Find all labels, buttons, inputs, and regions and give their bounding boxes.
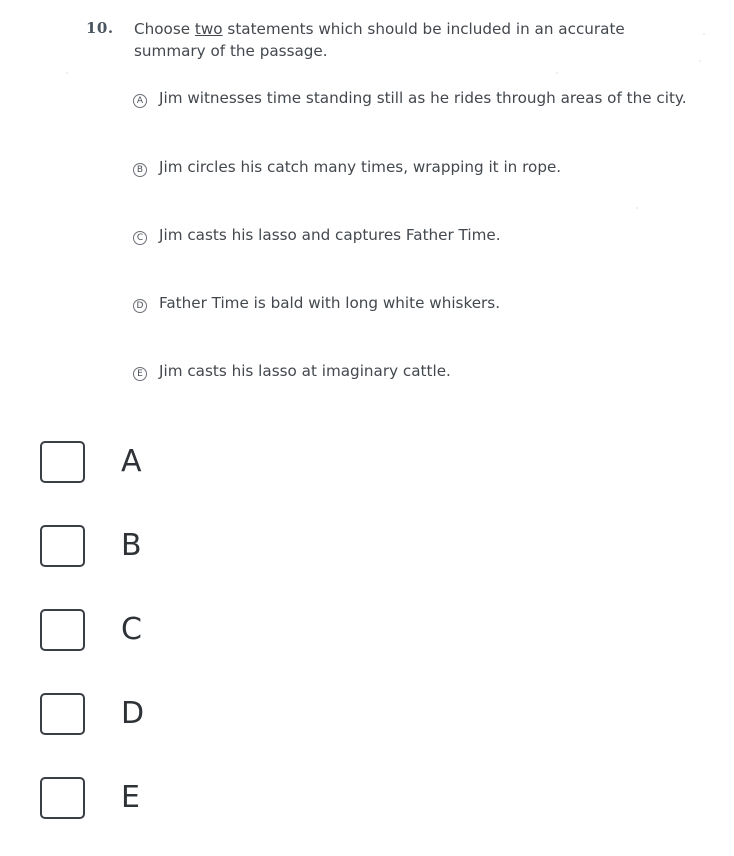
option-item-c[interactable] [133,225,708,247]
option-marker-c [133,225,159,247]
option-item-d[interactable] [133,293,708,315]
option-item-b[interactable] [133,157,708,179]
option-marker-d [133,293,159,315]
circle-letter-icon: C [133,231,147,245]
option-text-b: Jim circles his catch many times, wrapping it in rope. [159,158,562,176]
answer-label-b: B [121,527,142,563]
answer-row-e [40,770,144,825]
circle-letter-icon: E [133,367,147,381]
question-stem-part1: Choose [134,20,195,38]
answer-label-c: C [121,611,142,647]
answer-checkbox-c[interactable] [40,609,85,651]
answer-label-e: E [121,779,140,815]
answer-row-a [40,434,144,489]
answer-label-a: A [121,443,142,479]
answer-row-c [40,602,144,657]
circle-letter-icon: B [133,163,147,177]
answer-label-d: D [121,695,145,731]
question-stem-emphasis: two [194,20,223,38]
option-text-a: Jim witnesses time standing still as he rides through areas of the city. [159,89,687,107]
question-row [86,18,706,62]
answer-checkbox-e[interactable] [40,777,85,819]
answer-checkbox-group [40,434,144,854]
scan-speck [636,207,638,209]
scan-speck [556,72,558,74]
question-block [86,18,706,62]
option-item-e[interactable] [133,361,708,383]
question-stem [134,18,694,62]
option-marker-e [133,361,159,383]
scan-speck [699,60,701,62]
answer-checkbox-a[interactable] [40,441,85,483]
question-number: 10. [86,19,114,37]
option-marker-b [133,157,159,179]
answer-row-b [40,518,144,573]
circle-letter-icon: A [133,94,147,108]
option-item-a[interactable] [133,88,708,110]
option-text-c: Jim casts his lasso and captures Father Time. [159,226,501,244]
answer-checkbox-b[interactable] [40,525,85,567]
answer-checkbox-d[interactable] [40,693,85,735]
scan-speck [703,33,705,35]
option-marker-a [133,88,159,110]
question-stem-part2: statements which should be included in an accurate summary of the passage. [134,20,625,60]
circle-letter-icon: D [133,299,147,313]
option-text-e: Jim casts his lasso at imaginary cattle. [159,362,451,380]
option-text-d: Father Time is bald with long white whiskers. [159,294,501,312]
scan-speck [66,72,68,74]
answer-row-d [40,686,144,741]
